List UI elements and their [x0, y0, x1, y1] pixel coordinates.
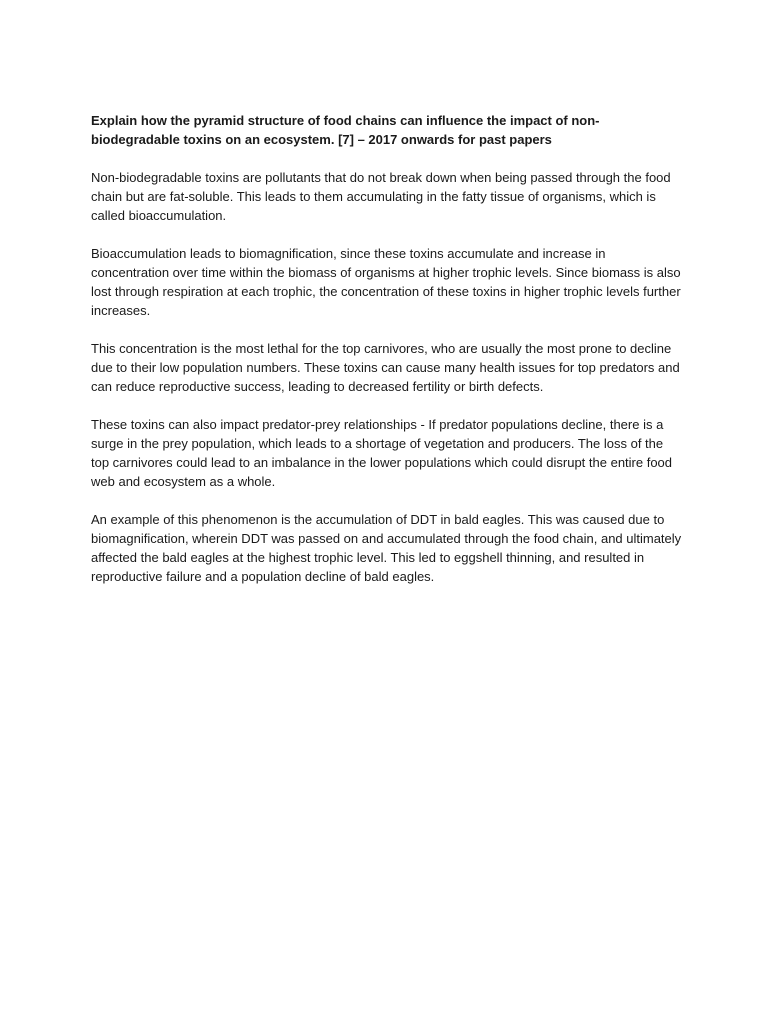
paragraph-bioaccumulation-definition: Non-biodegradable toxins are pollutants that do not break down when being passed through the food chain but are fat-soluble. This leads to them accumulating in the fatty tissue of organisms, which is called bioaccumulation.: [91, 170, 671, 223]
paragraph-predator-prey: These toxins can also impact predator-prey relationships - If predator populations decline, there is a surge in the prey population, which leads to a shortage of vegetation and producers. The loss of the top carnivores could lead to an imbalance in the lower populations which could disrupt the entire food web and ecosystem as a whole.: [91, 417, 673, 489]
paragraph-top-carnivores: This concentration is the most lethal for the top carnivores, who are usually the most prone to decline due to their low population numbers. These toxins can cause many health issues for top predators and can reduce reproductive success, leading to decreased fertility or birth defects.: [91, 341, 680, 394]
paragraph-biomagnification: Bioaccumulation leads to biomagnification, since these toxins accumulate and increase in concentration over time within the biomass of organisms at higher trophic levels. Since biomass is also lost through respiration at each trophic, the concentration of these toxins in higher trophic levels further increases.: [91, 246, 681, 318]
document-body: [91, 111, 683, 605]
paragraph-ddt-example: An example of this phenomenon is the accumulation of DDT in bald eagles. This was caused due to biomagnification, wherein DDT was passed on and accumulated through the food chain, and ultimately affected the bald eagles at the highest trophic level. This led to eggshell thinning, and resulted in reproductive failure and a population decline of bald eagles.: [91, 512, 682, 584]
question-heading: Explain how the pyramid structure of food chains can influence the impact of non-biodegradable toxins on an ecosystem. [7] – 2017 onwards for past papers: [91, 113, 600, 147]
